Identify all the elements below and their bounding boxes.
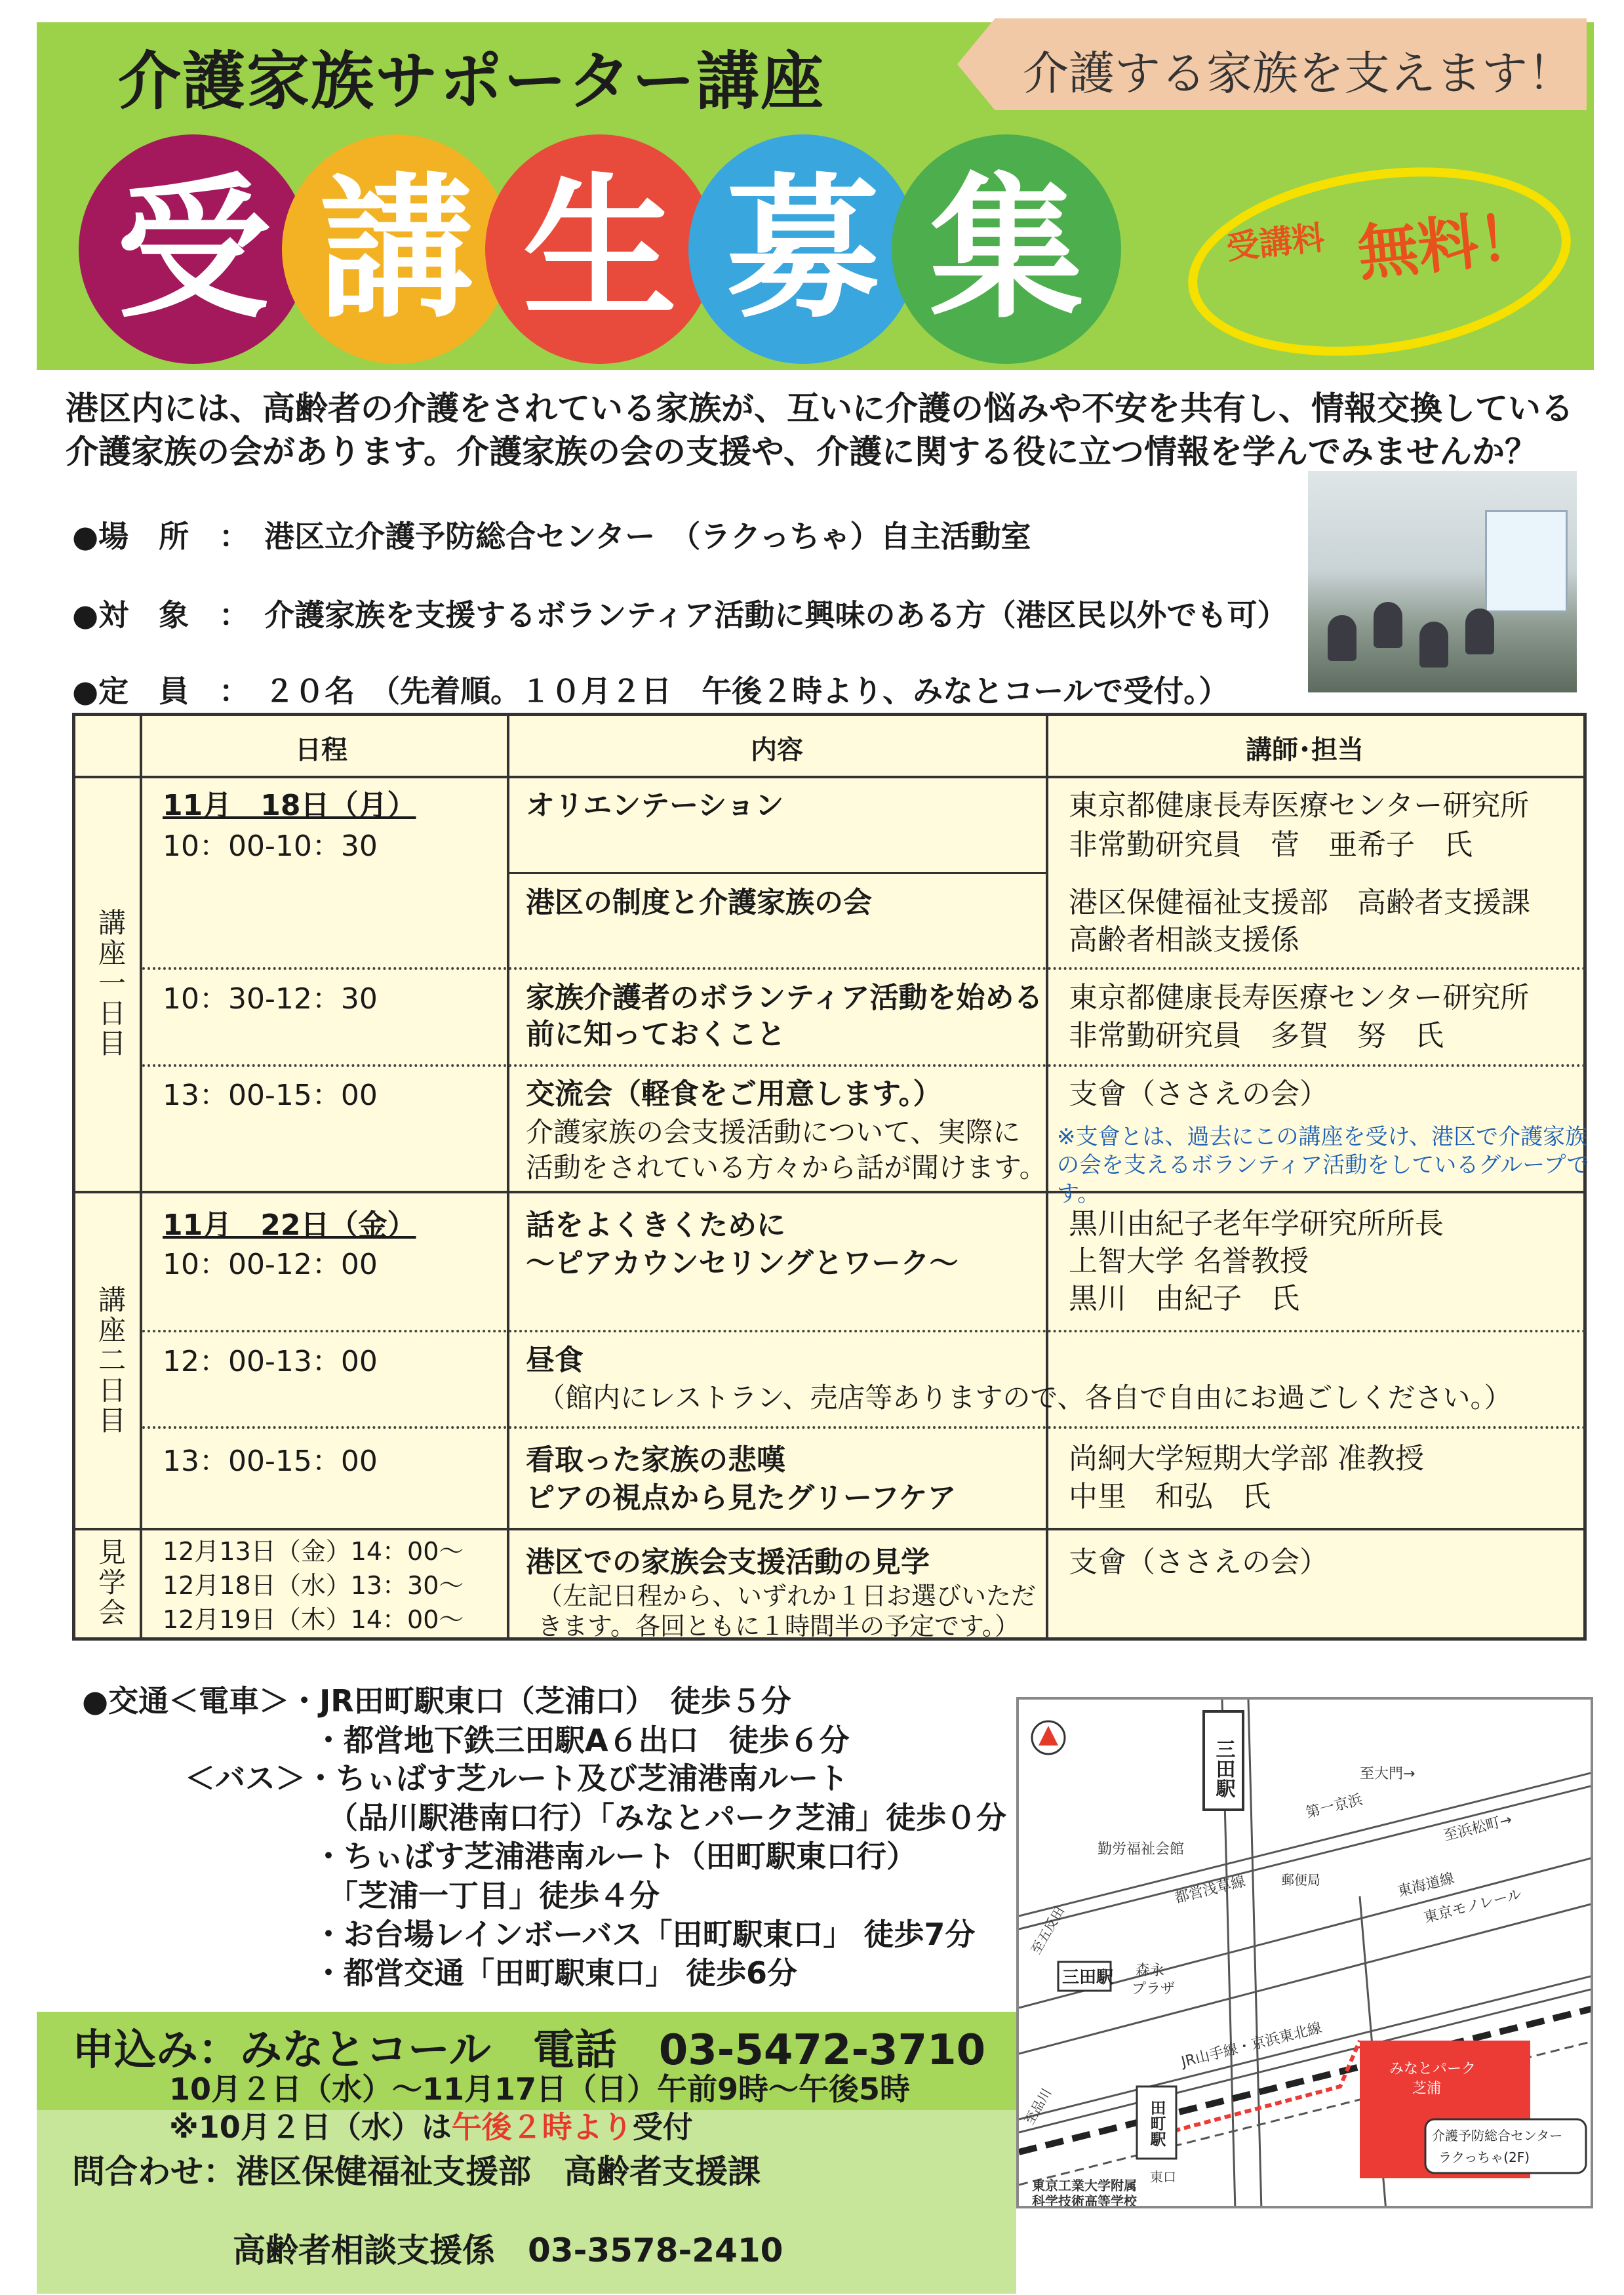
access-line2: ・都営地下鉄三田駅A６出口 徒歩６分: [313, 1723, 850, 1758]
access-line4: （品川駅港南口行）「みなとパーク芝浦」徒歩０分: [328, 1800, 1006, 1835]
access-line5: ・ちぃばす芝浦港南ルート（田町駅東口行）: [313, 1839, 917, 1874]
day2-label: 講座二日目: [94, 1285, 127, 1436]
day2-content1a: 話をよくきくために: [526, 1208, 785, 1242]
map-label-east-exit: 東口: [1150, 2169, 1176, 2185]
day1-content4b: 介護家族の会支援活動について、実際に: [526, 1116, 1021, 1148]
table-rule: [72, 776, 1587, 778]
table-rule: [140, 713, 142, 1641]
table-rule: [72, 1528, 1587, 1530]
map-label-shinagawa: 至品川: [1021, 2085, 1055, 2128]
day2-content1b: ～ピアカウンセリングとワーク～: [526, 1247, 959, 1280]
day1-content3a: 家族介護者のボランティア活動を始める: [526, 981, 1043, 1014]
seminar-photo: [1308, 471, 1577, 692]
day2-lecturer1c: 黒川 由紀子 氏: [1069, 1282, 1299, 1315]
day2-date: 11月 22日（金）: [163, 1208, 416, 1242]
day2-lecturer1b: 上智大学 名誉教授: [1069, 1245, 1309, 1278]
map-label-hamamatsu: 至浜松町→: [1442, 1811, 1514, 1845]
day1-time4: 13：00-15：00: [163, 1079, 378, 1112]
map-label-monorail: 東京モノレール: [1422, 1886, 1524, 1926]
day1-label: 講座一日目: [94, 908, 127, 1059]
day1-content4c: 活動をされている方々から話が聞けます。: [526, 1151, 1047, 1184]
day1-note2: の会を支えるボランティア活動をしているグループです。: [1057, 1152, 1589, 1207]
series-title: 介護家族サポーター講座: [118, 45, 825, 118]
day2-lecturer3b: 中里 和弘 氏: [1069, 1480, 1271, 1513]
day1-date: 11月 18日（月）: [163, 789, 416, 822]
title-circle-1: [79, 134, 308, 364]
projector-screen: [1485, 510, 1568, 612]
table-dotted-rule: [142, 1064, 1587, 1067]
access-line6: 「芝浦一丁目」徒歩４分: [328, 1878, 660, 1913]
day1-note1: ※支會とは、過去にこの講座を受け、港区で介護家族: [1057, 1124, 1588, 1150]
day1-lecturer2a: 港区保健福祉支援部 高齢者支援課: [1069, 886, 1530, 919]
attendee-shape: [1328, 615, 1357, 661]
access-line3: ＜バス＞・ちぃばす芝ルート及び芝浦港南ルート: [185, 1761, 848, 1796]
title-char: 受: [116, 159, 271, 339]
contact-line2: 高齢者相談支援係 03-3578-2410: [233, 2231, 783, 2269]
info-capacity: ●定 員 ： ２０名 （先着順。１０月２日 午後２時より、みなとコールで受付。）: [72, 673, 1229, 709]
visit-date3: 12月19日（木）14：00～: [163, 1605, 464, 1634]
map-label-otemon: 至大門→: [1360, 1766, 1416, 1782]
visit-date2: 12月18日（水）13：30～: [163, 1571, 464, 1600]
map-label-roudou: 勤労福祉会館: [1098, 1841, 1185, 1858]
map-callout-2: ラクっちゃ(2F): [1438, 2149, 1530, 2165]
table-dotted-rule: [142, 1426, 1587, 1429]
map-label-tamachi: 田町駅: [1147, 2100, 1166, 2147]
map-label-school2: 科学技術高等学校: [1032, 2193, 1137, 2209]
attendee-shape: [1374, 602, 1402, 648]
map-label-school1: 東京工業大学附属: [1032, 2178, 1137, 2193]
title-circle-3: [485, 134, 715, 364]
day2-content2b: （館内にレストラン、売店等ありますので、各自で自由にお過ごしください。）: [538, 1382, 1512, 1414]
map-label-park2: 芝浦: [1412, 2081, 1442, 2097]
north-arrow-icon: [1039, 1726, 1058, 1746]
attendee-shape: [1419, 622, 1448, 668]
day1-lecturer2b: 高齢者相談支援係: [1069, 923, 1299, 957]
access-line8: ・都営交通「田町駅東口」 徒歩6分: [313, 1955, 798, 1991]
fee-label: 受講料: [1224, 218, 1327, 267]
day2-content3a: 看取った家族の悲嘆: [526, 1443, 785, 1477]
map-label-tokaido: 東海道線: [1396, 1870, 1456, 1900]
day1-time3: 10：30-12：30: [163, 982, 378, 1016]
map-callout-1: 介護予防総合センター: [1432, 2128, 1563, 2144]
info-target: ●対 象 ： 介護家族を支援するボランティア活動に興味のある方（港区民以外でも可）: [72, 597, 1288, 633]
fee-free: 無料！: [1354, 200, 1542, 290]
day2-time3: 13：00-15：00: [163, 1445, 378, 1478]
map-label-morinaga1: 森永: [1136, 1963, 1165, 1979]
title-char: 生: [523, 159, 677, 339]
access-line7: ・お台場レインボーバス「田町駅東口」 徒歩7分: [313, 1917, 976, 1952]
th-lecturer: 講師･担当: [1246, 735, 1364, 765]
day1-content3b: 前に知っておくこと: [526, 1018, 785, 1051]
title-circle-2: [282, 134, 511, 364]
attendee-shape: [1465, 609, 1494, 654]
th-content: 内容: [751, 735, 803, 765]
access-map: [1016, 1697, 1593, 2208]
map-label-jr: JR山手線・京浜東北線: [1179, 2020, 1324, 2071]
title-circle-4: [688, 134, 918, 364]
map-label-park1: みなとパーク: [1389, 2061, 1476, 2077]
map-label-post: 郵便局: [1281, 1872, 1320, 1888]
day1-time1: 10：00-10：30: [163, 829, 378, 863]
visit-lecturer: 支會（ささえの会）: [1069, 1546, 1328, 1579]
table-rule: [509, 872, 1046, 874]
visit-date1: 12月13日（金）14：00～: [163, 1537, 464, 1566]
map-label-mita: 三田駅: [1062, 1968, 1114, 1987]
day1-lecturer3a: 東京都健康長寿医療センター研究所: [1069, 981, 1530, 1014]
map-label-gotanda: 至五反田: [1027, 1904, 1068, 1957]
th-schedule: 日程: [295, 735, 347, 765]
apply-period: 10月２日（水）～11月17日（日）午前9時～午後5時: [169, 2071, 911, 2107]
map-label-mita-top: 三田駅: [1212, 1739, 1235, 1798]
visit-content1: 港区での家族会支援活動の見学: [526, 1546, 930, 1579]
title-char: 集: [929, 159, 1084, 339]
visit-label: 見学会: [94, 1538, 127, 1628]
day1-content2: 港区の制度と介護家族の会: [526, 886, 872, 919]
map-label-daiichi: 第一京浜: [1304, 1791, 1364, 1822]
visit-content3: きます。各回ともに１時間半の予定です。）: [538, 1612, 1020, 1641]
day2-time1: 10：00-12：00: [163, 1248, 378, 1281]
ribbon-text: 介護する家族を支えます！: [1023, 47, 1574, 100]
apply-note-red: 午後２時より: [451, 2109, 633, 2145]
day1-content1: オリエンテーション: [526, 789, 784, 822]
info-place: ●場 所 ： 港区立介護予防総合センター （ラクっちゃ）自主活動室: [72, 519, 1031, 554]
contact-line: 問合わせ：港区保健福祉支援部 高齢者支援課: [72, 2153, 761, 2191]
apply-note-post: 受付: [632, 2109, 693, 2145]
title-char: 講: [319, 159, 474, 339]
map-label-morinaga2: プラザ: [1132, 1981, 1176, 1997]
access-line1: ●交通＜電車＞・JR田町駅東口（芝浦口） 徒歩５分: [82, 1683, 791, 1719]
day2-time2: 12：00-13：00: [163, 1345, 378, 1378]
title-circle-5: [892, 134, 1121, 364]
intro-text: 港区内には、高齢者の介護をされている家族が、互いに介護の悩みや不安を共有し、情報交換している介護家族の会があります。介護家族の会の支援や、介護に関する役に立つ情報を学んでみませんか？: [66, 389, 1574, 471]
day2-lecturer1a: 黒川由紀子老年学研究所所長: [1069, 1207, 1444, 1241]
visit-content2: （左記日程から、いずれか１日お選びいただ: [538, 1582, 1037, 1610]
day2-content2a: 昼食: [526, 1344, 584, 1377]
day1-lecturer4: 支會（ささえの会）: [1069, 1077, 1328, 1111]
table-dotted-rule: [142, 1330, 1587, 1332]
day1-lecturer1a: 東京都健康長寿医療センター研究所: [1069, 789, 1530, 822]
day1-content4a: 交流会（軽食をご用意します。）: [526, 1077, 942, 1111]
title-char: 募: [726, 159, 881, 339]
map-label-asakusa: 都営浅草線: [1173, 1873, 1248, 1907]
apply-note: [169, 2104, 693, 2147]
table-dotted-rule: [142, 967, 1587, 970]
apply-note-pre: ※10月２日（水）は: [169, 2109, 452, 2145]
day1-lecturer3b: 非常勤研究員 多賀 努 氏: [1069, 1019, 1444, 1052]
apply-line: 申込み：みなとコール 電話 03-5472-3710: [72, 2026, 986, 2075]
day2-lecturer3a: 尚絅大学短期大学部 准教授: [1069, 1442, 1424, 1475]
day1-lecturer1b: 非常勤研究員 菅 亜希子 氏: [1069, 828, 1473, 862]
map-drawing: [1019, 1700, 1593, 2208]
day2-content3b: ピアの視点から見たグリーフケア: [526, 1481, 957, 1515]
table-rule: [507, 713, 509, 1641]
